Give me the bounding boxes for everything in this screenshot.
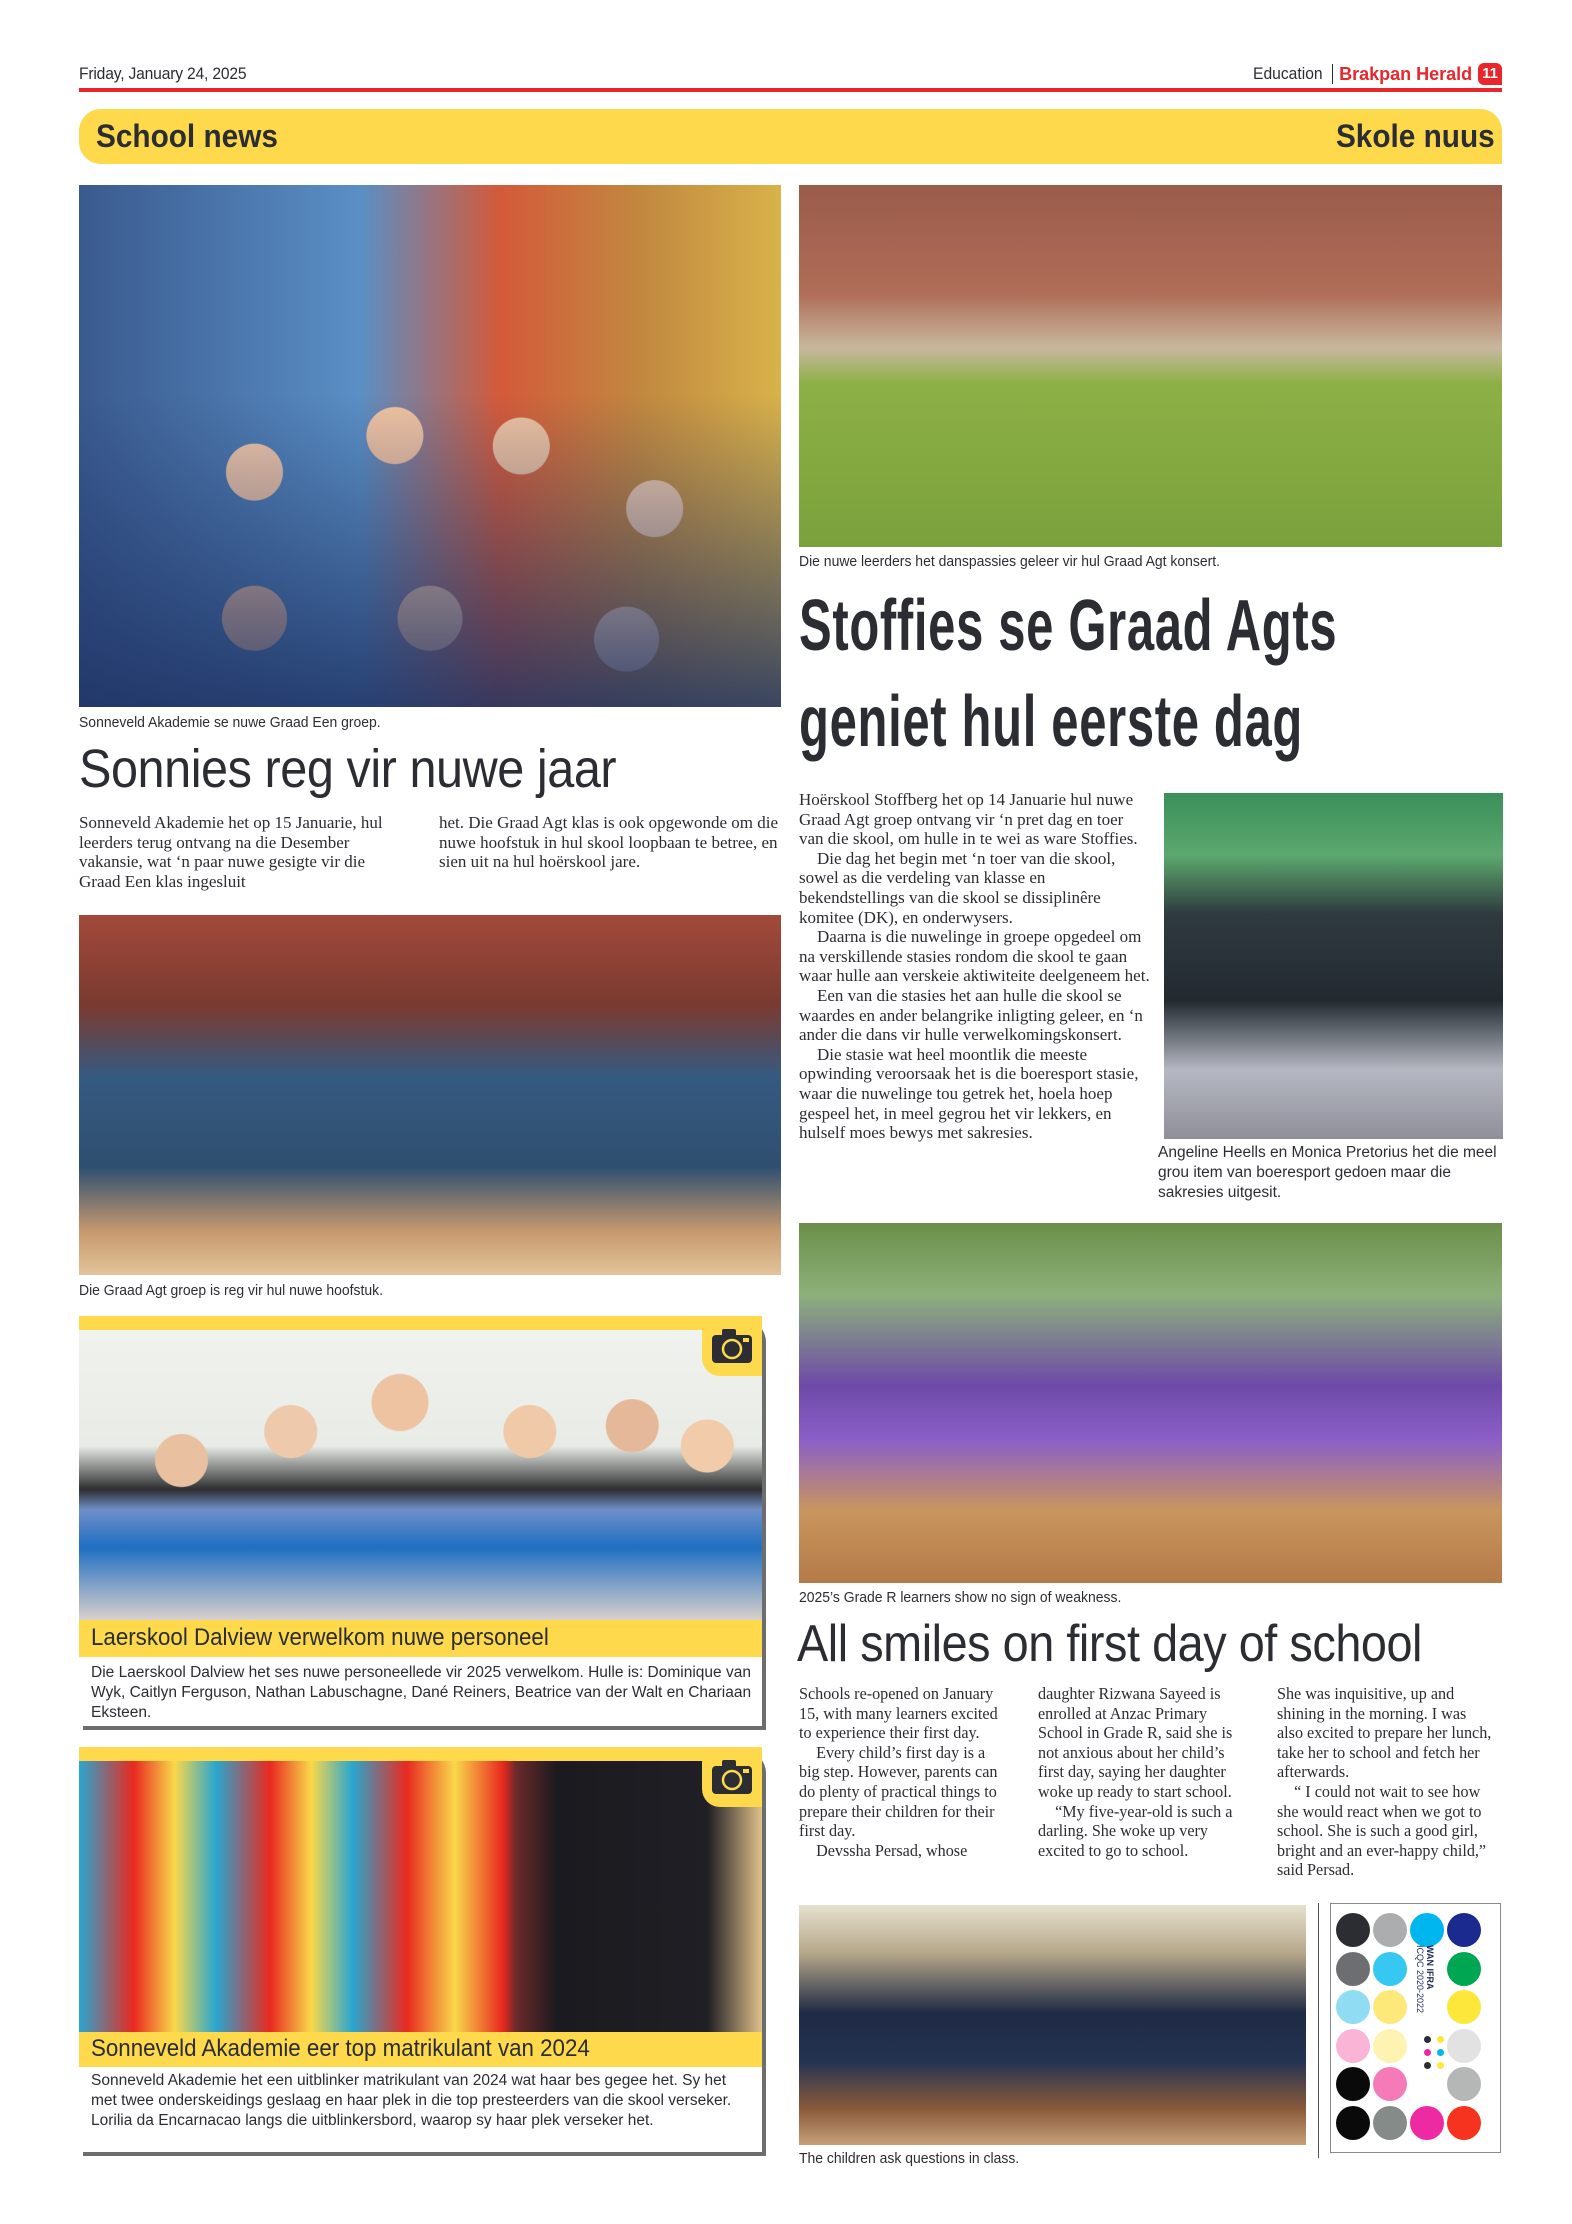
article-column-1 <box>79 813 409 891</box>
divider <box>1318 1903 1319 2158</box>
headline-all-smiles: All smiles on first day of school <box>797 1615 1422 1673</box>
article-paragraph: “ I could not wait to see how she would react when we got to school. She is such a good girl, bright and an ever-happy child,” said Persad. <box>1277 1781 1487 1880</box>
register-dot <box>1437 2062 1444 2069</box>
logo-text: WAN IFRA <box>1425 1945 1435 1990</box>
box-body <box>79 2067 762 2152</box>
camera-icon <box>712 1329 752 1363</box>
dalview-feature-box <box>79 1316 762 1726</box>
box-body <box>79 1657 762 1726</box>
article-text: Sonneveld Akademie het op 15 Januarie, hul leerders terug ontvang na die Desember vakansie, wat ‘n paar nuwe gesigte vir die Graad Een klas ingesluit <box>79 813 383 891</box>
photo-top-matriculant <box>79 1761 762 2032</box>
register-dot <box>1437 2036 1444 2043</box>
logo-subtext: ICQC 2020-2022 <box>1415 1945 1425 2014</box>
color-swatch <box>1336 2106 1370 2140</box>
photo-grade-one-group <box>79 185 781 707</box>
photo-dance-practice <box>799 185 1502 547</box>
color-swatch <box>1447 1952 1481 1986</box>
article-text: het. Die Graad Agt klas is ook opgewonde om die nuwe hoofstuk in hul skool loopbaan te betree, en sien uit na hul hoërskool jare. <box>439 813 778 872</box>
banner-title-english: School news <box>96 118 278 154</box>
color-swatch <box>1410 2106 1444 2140</box>
photo-grade-eight-group <box>79 915 781 1275</box>
color-swatch <box>1336 1990 1370 2024</box>
photo-caption: Angeline Heells en Monica Pretorius het die meel grou item van boeresport gedoen maar die sakresies uitgesit. <box>1158 1144 1497 1201</box>
color-swatch <box>1373 1913 1407 1947</box>
register-dot <box>1424 2049 1431 2056</box>
stoffies-article-body <box>799 790 1151 1143</box>
color-swatch <box>1447 1913 1481 1947</box>
photo-caption: Die nuwe leerders het danspassies geleer vir hul Graad Agt konsert. <box>799 553 1221 570</box>
page-number: 11 <box>1478 63 1502 85</box>
brand-name: Brakpan Herald <box>1339 63 1473 84</box>
article-paragraph: daughter Rizwana Sayeed is enrolled at Anzac Primary School in Grade R, said she is not anxious about her child’s first day, saying her daughter woke up ready to start school. <box>1038 1684 1233 1801</box>
article-paragraph: Die stasie wat heel moontlik die meeste opwinding veroorsaak het is die boeresport stasie, waar die nuwelinge tou getrek het, hoela hoep gespeel het, in meel gegrou het vir lekkers, en hulself moes bewys met sakresies. <box>799 1044 1139 1143</box>
wan-ifra-logo <box>1415 1945 1435 2013</box>
color-swatch <box>1373 2029 1407 2063</box>
photo-dalview-staff <box>79 1330 762 1620</box>
box-text: Die Laerskool Dalview het ses nuwe personeellede vir 2025 verwelkom. Hulle is: Dominique van Wyk, Caitlyn Ferguson, Nathan Labuschagne, Dané Reiners, Beatrice van der Walt en Chariaan Eksteen. <box>91 1664 752 1721</box>
photo-flour-girls <box>1164 793 1503 1139</box>
camera-badge <box>702 1316 762 1376</box>
header-rule <box>79 88 1502 92</box>
photo-grade-r-learners <box>799 1223 1502 1583</box>
article-paragraph: “My five-year-old is such a darling. She woke up very excited to go to school. <box>1038 1801 1233 1860</box>
photo-classroom <box>799 1905 1306 2145</box>
matrikulant-feature-box <box>79 1747 762 2152</box>
section-label: Education <box>1252 64 1323 83</box>
photo-caption: Die Graad Agt groep is reg vir hul nuwe hoofstuk. <box>79 1282 383 1299</box>
color-swatch <box>1373 2106 1407 2140</box>
smiles-column-1 <box>799 1684 1008 1860</box>
article-paragraph: Daarna is die nuwelinge in groepe opgedeel om na verskillende stasies rondom die skool te gaan waar hulle aan verskeie aktiwiteite deelgeneem het. <box>799 927 1150 986</box>
smiles-column-3 <box>1277 1684 1496 1880</box>
color-swatch <box>1336 1952 1370 1986</box>
color-swatch <box>1410 1913 1444 1947</box>
section-banner <box>79 109 1502 164</box>
photo-caption: The children ask questions in class. <box>799 2150 1020 2167</box>
color-swatch <box>1373 1990 1407 2024</box>
article-paragraph: Die dag het begin met ‘n toer van die skool, sowel as die verdeling van klasse en bekendstellings van die skool se dissiplinêre komitee (DK), en onderwysers. <box>799 848 1116 927</box>
article-paragraph: Schools re-opened on January 15, with many learners excited to experience their first day. <box>799 1684 998 1743</box>
camera-badge <box>702 1747 762 1807</box>
color-swatch <box>1373 2067 1407 2101</box>
article-paragraph: Hoërskool Stoffberg het op 14 Januarie hul nuwe Graad Agt groep ontvang vir ‘n pret dag en toer van die skool, om hulle in te wei as ware Stoffies. <box>799 790 1138 849</box>
box-title: Laerskool Dalview verwelkom nuwe personeel <box>91 1624 549 1651</box>
masthead <box>1250 63 1502 85</box>
banner-title-afrikaans: Skole nuus <box>1336 118 1495 154</box>
color-swatch <box>1373 1952 1407 1986</box>
color-swatch <box>1336 1913 1370 1947</box>
color-swatch <box>1447 1990 1481 2024</box>
color-swatch <box>1336 2029 1370 2063</box>
register-dot <box>1424 2062 1431 2069</box>
article-paragraph: She was inquisitive, up and shining in the morning. I was also excited to prepare her lunch, take her to school and fetch her afterwards. <box>1277 1684 1492 1782</box>
photo-caption: 2025’s Grade R learners show no sign of weakness. <box>799 1589 1122 1606</box>
box-text: Sonneveld Akademie het een uitblinker matrikulant van 2024 wat haar bes gegee het. Sy het met twee onderskeidings geslaag en haar plek in die top presteerders van die skool verseker. Lorilia da Encarnacao langs die uitblinkersbord, waarop sy haar plek verseker het. <box>91 2072 732 2129</box>
headline-stoffies-line2: geniet hul eerste dag <box>799 682 1304 762</box>
smiles-column-2 <box>1038 1684 1247 1860</box>
register-dot <box>1437 2049 1444 2056</box>
photo-caption: Sonneveld Akademie se nuwe Graad Een groep. <box>79 714 381 731</box>
article-paragraph: Devssha Persad, whose <box>816 1840 968 1860</box>
article-paragraph: Een van die stasies het aan hulle die skool se waardes en ander belangrike inligting geleer, en ‘n ander die dans vir hulle verwelkomingskonsert. <box>799 985 1143 1045</box>
article-column-2 <box>439 813 784 872</box>
camera-icon <box>712 1760 752 1794</box>
headline-stoffies-line1: Stoffies se Graad Agts <box>799 586 1338 666</box>
article-paragraph: Every child’s first day is a big step. However, parents can do plenty of practical things to prepare their children for their first day. <box>799 1742 998 1841</box>
box-title: Sonneveld Akademie eer top matrikulant van 2024 <box>91 2035 590 2062</box>
register-dot <box>1424 2036 1431 2043</box>
color-swatch <box>1447 2067 1481 2101</box>
color-swatch <box>1447 2106 1481 2140</box>
color-swatch <box>1336 2067 1370 2101</box>
color-swatch <box>1447 2029 1481 2063</box>
issue-date: Friday, January 24, 2025 <box>79 64 247 83</box>
divider <box>1332 64 1334 84</box>
headline-sonnies: Sonnies reg vir nuwe jaar <box>79 739 617 799</box>
